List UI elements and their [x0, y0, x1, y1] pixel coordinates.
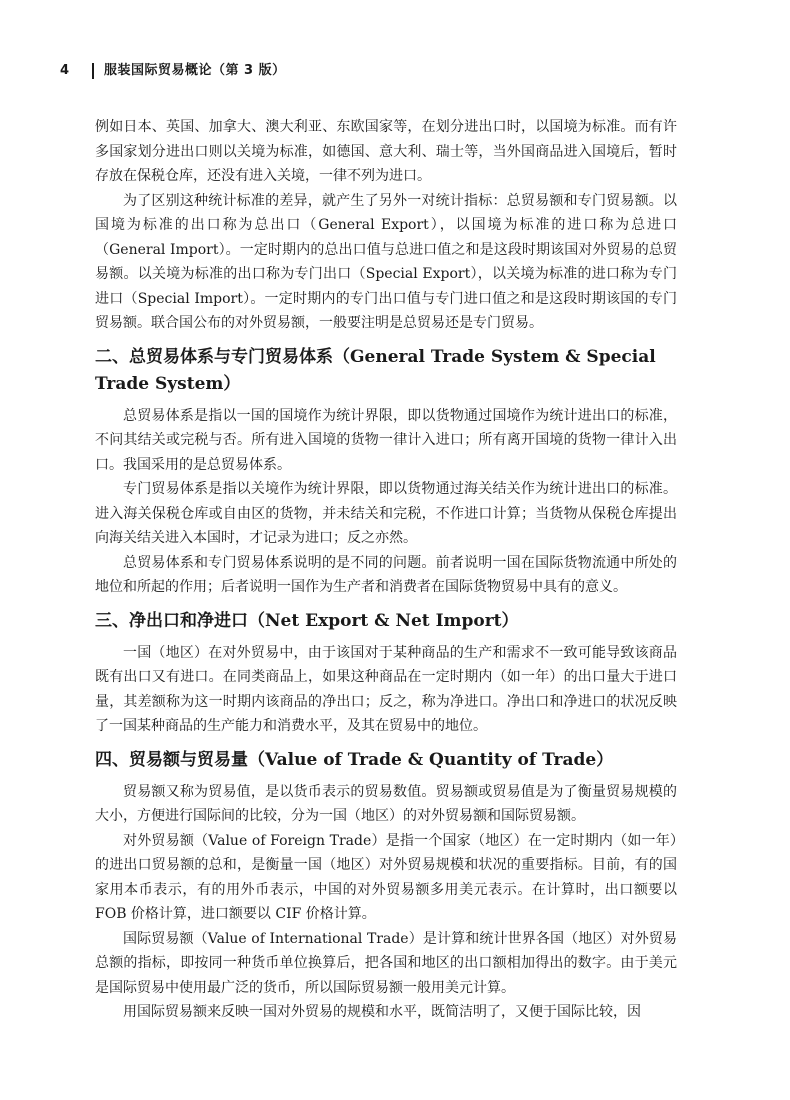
paragraph: 对外贸易额（Value of Foreign Trade）是指一个国家（地区）在一定时期内（如一年）的进出口贸易额的总和，是衡量一国（地区）对外贸易规模和状况的重要指标。目前，有的国家用本币表示，有的用外币表示，中国的对外贸易额多用美元表示。在计算时，出口额要以 FOB 价格计算，进口额要以 CIF 价格计算。: [95, 832, 677, 922]
page-number: 4: [60, 63, 70, 78]
paragraph: 国际贸易额（Value of International Trade）是计算和统计世界各国（地区）对外贸易总额的指标，即按同一种货币单位换算后，把各国和地区的出口额相加得出的数字。由于美元是国际贸易中使用最广泛的货币，所以国际贸易额一般用美元计算。: [95, 930, 677, 996]
header-divider: [92, 63, 94, 79]
paragraph: 例如日本、英国、加拿大、澳大利亚、东欧国家等，在划分进出口时，以国境为标准。而有许多国家划分进出口则以关境为标准，如德国、意大利、瑞士等，当外国商品进入国境后，暂时存放在保税仓库，还没有进入关境，一律不列为进口。: [95, 119, 677, 184]
paragraph: 用国际贸易额来反映一国对外贸易的规模和水平，既简洁明了，又便于国际比较，因: [123, 1004, 641, 1020]
page-body: [95, 115, 677, 1025]
paragraph: 为了区别这种统计标准的差异，就产生了另外一对统计指标：总贸易额和专门贸易额。以国境为标准的出口称为总出口（General Export），以国境为标准的进口称为总进口（General Import）。一定时期内的总出口值与总进口值之和是这段时期该国对外贸易的总贸易额。以关境为标准的出口称为专门出口（Special Export），以关境为标准的进口称为专门进口（Special Import）。一定时期内的专门出口值与专门进口值之和是这段时期该国的专门贸易额。联合国公布的对外贸易额，一般要注明是总贸易还是专门贸易。: [95, 192, 677, 331]
paragraph: 总贸易体系和专门贸易体系说明的是不同的问题。前者说明一国在国际货物流通中所处的地位和所起的作用；后者说明一国作为生产者和消费者在国际货物贸易中具有的意义。: [95, 554, 677, 595]
page-header: [60, 58, 740, 84]
paragraph: 总贸易体系是指以一国的国境作为统计界限，即以货物通过国境作为统计进出口的标准，不问其结关或完税与否。所有进入国境的货物一律计入进口；所有离开国境的货物一律计入出口。我国采用的是总贸易体系。: [95, 407, 677, 473]
book-title: 服装国际贸易概论（第 3 版）: [104, 63, 286, 78]
paragraph: 专门贸易体系是指以关境作为统计界限，即以货物通过海关结关作为统计进出口的标准。进入海关保税仓库或自由区的货物，并未结关和完税，不作进口计算；当货物从保税仓库提出向海关结关进入本国时，才记录为进口；反之亦然。: [95, 481, 677, 546]
section-heading: 三、净出口和净进口（Net Export & Net Import）: [95, 610, 519, 631]
paragraph: 贸易额又称为贸易值，是以货币表示的贸易数值。贸易额或贸易值是为了衡量贸易规模的大小，方便进行国际间的比较，分为一国（地区）的对外贸易额和国际贸易额。: [95, 783, 677, 824]
section-heading: 四、贸易额与贸易量（Value of Trade & Quantity of Trade）: [95, 749, 614, 770]
paragraph: 一国（地区）在对外贸易中，由于该国对于某种商品的生产和需求不一致可能导致该商品既有出口又有进口。在同类商品上，如果这种商品在一定时期内（如一年）的出口量大于进口量，其差额称为这一时期内该商品的净出口；反之，称为净进口。净出口和净进口的状况反映了一国某种商品的生产能力和消费水平，及其在贸易中的地位。: [95, 644, 677, 734]
section-heading: 二、总贸易体系与专门贸易体系（General Trade System & Special Trade System）: [95, 346, 656, 394]
